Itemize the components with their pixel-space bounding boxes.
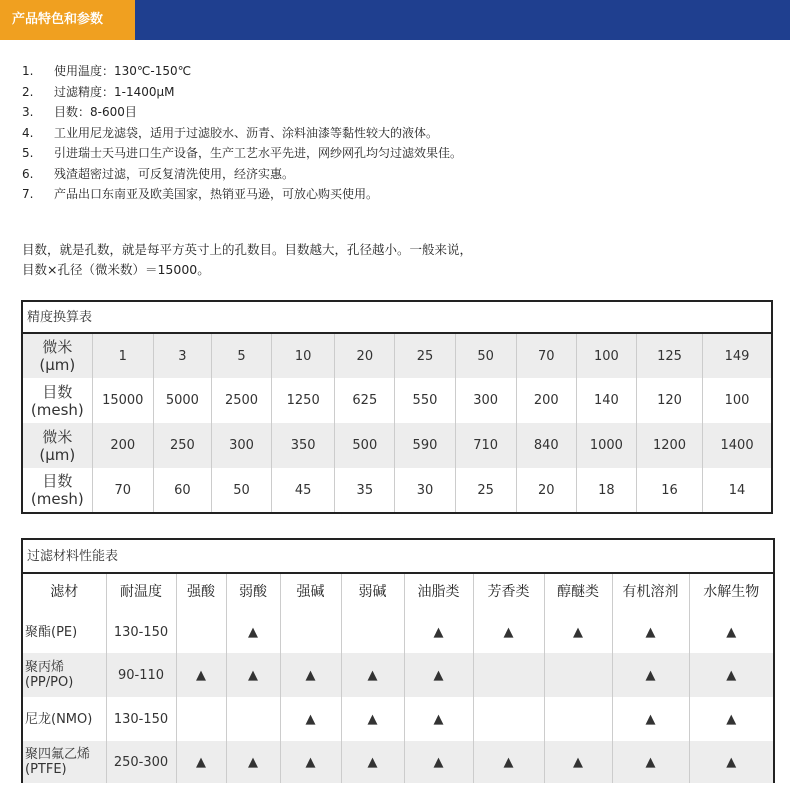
precision-cell: 25 [395, 333, 455, 378]
material-row [22, 611, 774, 653]
precision-cell: 20 [516, 468, 576, 513]
material-header-cell: 水解生物 [689, 573, 774, 611]
precision-cell: 70 [92, 468, 153, 513]
resistance-mark: ▲ [612, 741, 689, 783]
precision-cell: 5 [211, 333, 271, 378]
precision-cell: 100 [703, 378, 772, 423]
precision-cell: 590 [395, 423, 455, 468]
feature-number: 5. [22, 146, 34, 160]
resistance-mark [473, 653, 544, 697]
material-name-main: 聚丙烯 [25, 660, 65, 675]
material-header-cell: 有机溶剂 [612, 573, 689, 611]
feature-item [22, 102, 462, 123]
feature-item [22, 184, 462, 205]
precision-cell: 300 [211, 423, 271, 468]
resistance-mark: ▲ [280, 653, 341, 697]
row-label-unit: (μm) [39, 445, 76, 464]
feature-text: 使用温度：130℃-150℃ [54, 64, 192, 78]
precision-cell: 710 [455, 423, 516, 468]
precision-cell: 200 [516, 378, 576, 423]
feature-number: 4. [22, 125, 34, 140]
precision-cell: 20 [335, 333, 395, 378]
material-header-cell: 油脂类 [404, 573, 473, 611]
material-temp: 130-150 [106, 697, 176, 741]
mesh-note-line-2: 目数×孔径（微米数）＝15000。 [22, 262, 210, 277]
row-label-main: 微米 [42, 427, 73, 446]
material-temp: 250-300 [106, 741, 176, 783]
precision-row-label [22, 468, 92, 513]
resistance-mark: ▲ [473, 741, 544, 783]
feature-text: 残渣超密过滤，可反复清洗使用，经济实惠。 [54, 166, 295, 181]
precision-conversion-table [21, 300, 773, 514]
precision-cell: 100 [576, 333, 636, 378]
precision-cell: 35 [335, 468, 395, 513]
feature-text: 引进瑞士天马进口生产设备，生产工艺水平先进，网纱网孔均匀过滤效果佳。 [54, 146, 463, 160]
precision-cell: 1000 [576, 423, 636, 468]
filter-material-table [21, 538, 775, 783]
resistance-mark [280, 611, 341, 653]
feature-text: 工业用尼龙滤袋，适用于过滤胶水、沥青、涂料油漆等黏性较大的液体。 [54, 125, 439, 140]
precision-cell: 15000 [92, 378, 153, 423]
resistance-mark: ▲ [404, 611, 473, 653]
precision-cell: 10 [272, 333, 335, 378]
mesh-note [22, 240, 472, 280]
resistance-mark: ▲ [612, 611, 689, 653]
precision-cell: 625 [335, 378, 395, 423]
material-name-main: 聚四氟乙烯 [25, 747, 91, 762]
precision-cell: 1250 [272, 378, 335, 423]
resistance-mark [341, 611, 404, 653]
banner-title: 产品特色和参数 [12, 12, 104, 27]
precision-row-label [22, 378, 92, 423]
resistance-mark: ▲ [226, 741, 280, 783]
precision-cell: 1 [92, 333, 153, 378]
material-name-code: (PTFE) [25, 762, 67, 777]
precision-table-title: 精度换算表 [22, 301, 772, 333]
precision-cell: 840 [516, 423, 576, 468]
resistance-mark: ▲ [473, 611, 544, 653]
resistance-mark: ▲ [689, 653, 774, 697]
resistance-mark: ▲ [612, 653, 689, 697]
feature-item [22, 82, 462, 103]
resistance-mark: ▲ [280, 697, 341, 741]
material-name [22, 697, 106, 741]
precision-cell: 60 [153, 468, 211, 513]
precision-cell: 140 [576, 378, 636, 423]
precision-cell: 500 [335, 423, 395, 468]
precision-cell: 14 [703, 468, 772, 513]
precision-cell: 350 [272, 423, 335, 468]
material-row [22, 653, 774, 697]
resistance-mark [544, 697, 612, 741]
material-row [22, 741, 774, 783]
feature-item [22, 61, 462, 82]
resistance-mark: ▲ [689, 611, 774, 653]
precision-cell: 2500 [211, 378, 271, 423]
resistance-mark [544, 653, 612, 697]
mesh-note-line-1: 目数，就是孔数，就是每平方英寸上的孔数目。目数越大，孔径越小。一般来说， [22, 242, 473, 257]
resistance-mark: ▲ [341, 653, 404, 697]
material-header-cell: 耐温度 [106, 573, 176, 611]
precision-cell: 70 [516, 333, 576, 378]
material-header-cell: 强碱 [280, 573, 341, 611]
material-name-main: 尼龙(NMO) [25, 711, 93, 727]
precision-cell: 25 [455, 468, 516, 513]
row-label-unit: (mesh) [30, 400, 84, 419]
material-name-main: 聚酯(PE) [25, 624, 78, 640]
resistance-mark: ▲ [404, 741, 473, 783]
precision-cell: 5000 [153, 378, 211, 423]
feature-number: 6. [22, 166, 34, 181]
precision-cell: 16 [636, 468, 702, 513]
feature-item [22, 164, 462, 185]
material-name-code: (PP/PO) [25, 675, 74, 690]
precision-cell: 125 [636, 333, 702, 378]
resistance-mark [226, 697, 280, 741]
resistance-mark: ▲ [689, 697, 774, 741]
material-header-cell: 芳香类 [473, 573, 544, 611]
resistance-mark: ▲ [226, 611, 280, 653]
precision-cell: 18 [576, 468, 636, 513]
row-label-main: 目数 [42, 472, 73, 490]
resistance-mark: ▲ [612, 697, 689, 741]
precision-cell: 3 [153, 333, 211, 378]
resistance-mark: ▲ [226, 653, 280, 697]
precision-row [22, 378, 772, 423]
resistance-mark: ▲ [544, 611, 612, 653]
resistance-mark [473, 697, 544, 741]
precision-cell: 30 [395, 468, 455, 513]
resistance-mark: ▲ [176, 653, 226, 697]
precision-row-label [22, 423, 92, 468]
row-label-main: 微米 [42, 338, 73, 356]
resistance-mark [176, 697, 226, 741]
material-header-cell: 强酸 [176, 573, 226, 611]
precision-cell: 200 [92, 423, 153, 468]
feature-number: 3. [22, 105, 34, 119]
material-name [22, 611, 106, 653]
precision-cell: 120 [636, 378, 702, 423]
feature-item [22, 143, 462, 164]
precision-cell: 50 [455, 333, 516, 378]
material-temp: 130-150 [106, 611, 176, 653]
resistance-mark: ▲ [689, 741, 774, 783]
resistance-mark [176, 611, 226, 653]
feature-text: 产品出口东南亚及欧美国家，热销亚马逊，可放心购买使用。 [54, 187, 379, 201]
precision-row [22, 468, 772, 513]
precision-cell: 250 [153, 423, 211, 468]
material-row [22, 697, 774, 741]
material-header-cell: 滤材 [22, 573, 106, 611]
precision-row-label [22, 333, 92, 378]
precision-cell: 1200 [636, 423, 702, 468]
precision-row [22, 423, 772, 468]
resistance-mark: ▲ [341, 741, 404, 783]
feature-number: 1. [22, 64, 34, 78]
row-label-main: 目数 [42, 382, 73, 401]
material-table-title: 过滤材料性能表 [22, 539, 774, 573]
material-temp: 90-110 [106, 653, 176, 697]
resistance-mark: ▲ [544, 741, 612, 783]
material-header-cell: 弱酸 [226, 573, 280, 611]
feature-list [22, 61, 462, 205]
material-name [22, 653, 106, 697]
header-banner [0, 0, 790, 40]
precision-cell: 45 [272, 468, 335, 513]
feature-number: 2. [22, 84, 34, 99]
material-name [22, 741, 106, 783]
precision-cell: 50 [211, 468, 271, 513]
resistance-mark: ▲ [176, 741, 226, 783]
precision-cell: 550 [395, 378, 455, 423]
precision-cell: 300 [455, 378, 516, 423]
resistance-mark: ▲ [404, 653, 473, 697]
material-header-cell: 弱碱 [341, 573, 404, 611]
precision-row [22, 333, 772, 378]
material-header-cell: 醇醚类 [544, 573, 612, 611]
feature-text: 目数：8-600目 [54, 105, 137, 119]
resistance-mark: ▲ [404, 697, 473, 741]
resistance-mark: ▲ [280, 741, 341, 783]
feature-number: 7. [22, 187, 34, 201]
row-label-unit: (mesh) [30, 490, 84, 508]
resistance-mark: ▲ [341, 697, 404, 741]
precision-cell: 149 [703, 333, 772, 378]
feature-text: 过滤精度：1-1400μM [54, 84, 175, 99]
precision-cell: 1400 [703, 423, 772, 468]
row-label-unit: (μm) [39, 356, 76, 374]
feature-item [22, 123, 462, 144]
material-header-row [22, 573, 774, 611]
